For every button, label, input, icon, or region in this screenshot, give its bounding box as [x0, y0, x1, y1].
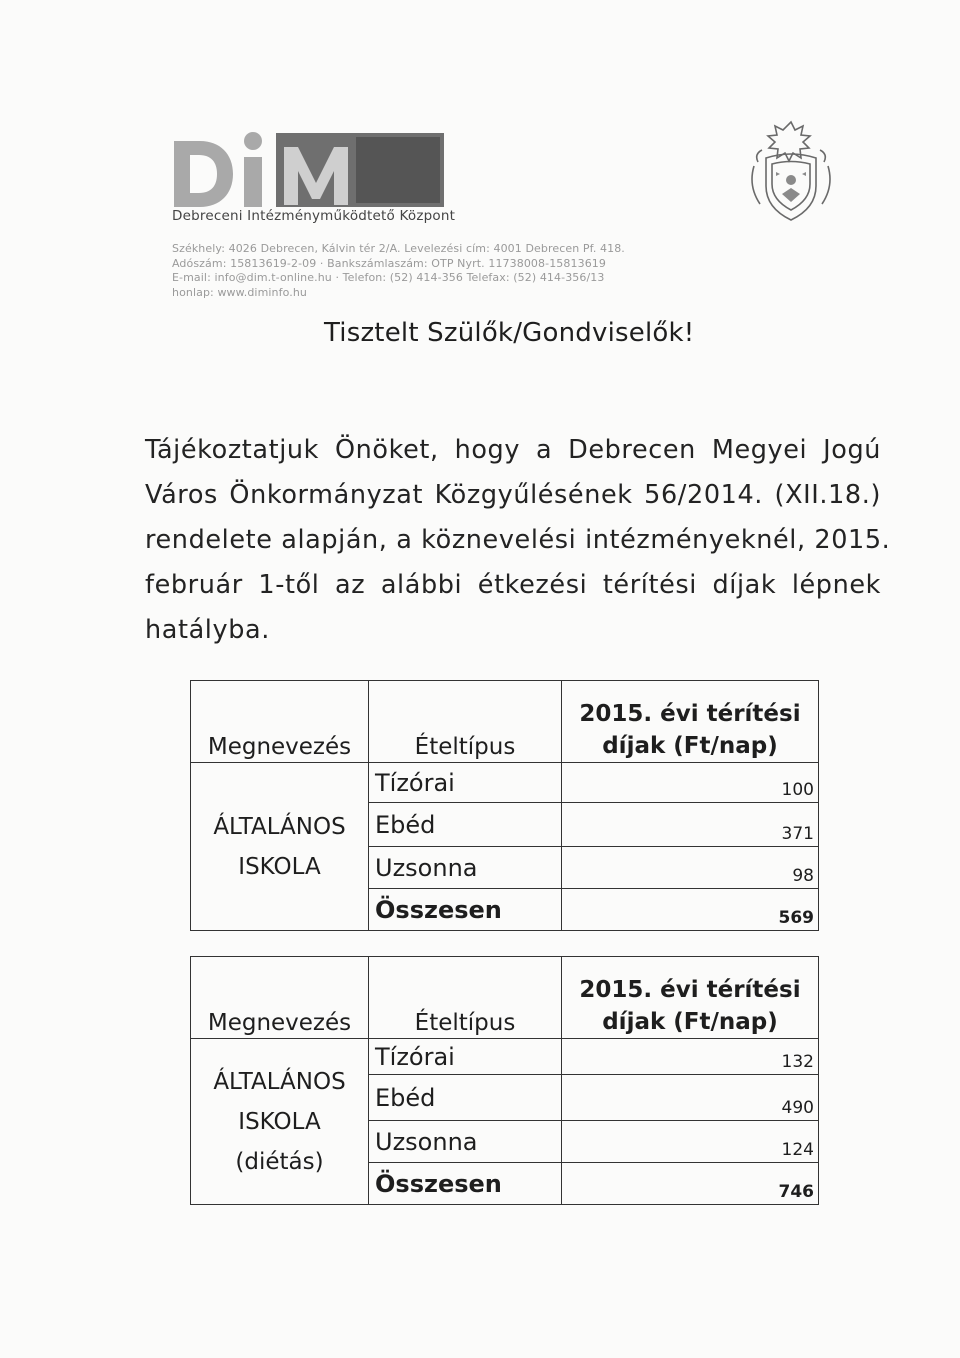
body-line: február 1-től az alábbi étkezési térítési díjak lépnek [145, 570, 881, 600]
body-paragraph [145, 428, 891, 653]
category-line: ISKOLA [238, 853, 321, 880]
header-fee-line1: 2015. évi térítési [579, 977, 801, 1003]
header-meal-type-label: Ételtípus [414, 734, 516, 760]
meal-type-cell: Ebéd [369, 803, 562, 847]
fee-table-general [190, 680, 819, 931]
body-line: Város Önkormányzat Közgyűlésének 56/2014. (XII.18.) [145, 480, 881, 510]
header-name [191, 957, 369, 1039]
meal-type-total-cell: Összesen [369, 1163, 562, 1205]
contact-line-website: honlap: www.diminfo.hu [172, 285, 307, 299]
category-cell [191, 1039, 369, 1205]
category-line: ÁLTALÁNOS [213, 1068, 346, 1095]
category-cell [191, 763, 369, 931]
header-fee-line1: 2015. évi térítési [579, 701, 801, 727]
meal-type-cell: Uzsonna [369, 1121, 562, 1163]
company-name: Debreceni Intézményműködtető Központ [172, 208, 456, 224]
meal-type-total-cell: Összesen [369, 889, 562, 931]
meal-type-cell: Tízórai [369, 763, 562, 803]
category-line: ÁLTALÁNOS [213, 813, 346, 840]
body-line: Tájékoztatjuk Önöket, hogy a Debrecen Megyei Jogú [145, 435, 881, 465]
meal-type-cell: Uzsonna [369, 847, 562, 889]
header-meal-type [369, 957, 562, 1039]
city-crest-icon [746, 118, 836, 223]
header-meal-type [369, 681, 562, 763]
header-fee [562, 957, 819, 1039]
greeting-heading: Tisztelt Szülők/Gondviselők! [324, 318, 695, 348]
meal-type-cell: Tízórai [369, 1039, 562, 1075]
contact-line-address: Székhely: 4026 Debrecen, Kálvin tér 2/A. Levelezési cím: 4001 Debrecen Pf. 418. [172, 242, 625, 255]
fee-cell: 132 [562, 1039, 819, 1075]
header-name [191, 681, 369, 763]
header-fee-line2: díjak (Ft/nap) [602, 1009, 778, 1035]
fee-total-cell: 569 [562, 889, 819, 931]
fee-cell: 490 [562, 1075, 819, 1121]
body-line: rendelete alapján, a köznevelési intézményeknél, 2015. [145, 525, 891, 555]
fee-cell: 371 [562, 803, 819, 847]
header-fee [562, 681, 819, 763]
fee-total-cell: 746 [562, 1163, 819, 1205]
dim-logo [172, 127, 444, 207]
body-line: hatályba. [145, 615, 270, 645]
header-name-label: Megnevezés [207, 1010, 352, 1036]
contact-line-email: E-mail: info@dim.t-online.hu · Telefon: (52) 414-356 Telefax: (52) 414-356/13 [172, 271, 605, 285]
header-name-label: Megnevezés [207, 734, 352, 760]
contact-block [172, 242, 672, 300]
meal-type-cell: Ebéd [369, 1075, 562, 1121]
fee-cell: 100 [562, 763, 819, 803]
header-meal-type-label: Ételtípus [414, 1010, 516, 1036]
contact-line-tax: Adószám: 15813619-2-09 · Bankszámlaszám: OTP Nyrt. 11738008-15813619 [172, 256, 606, 270]
category-line: (diétás) [235, 1148, 324, 1175]
fee-table-diet [190, 956, 819, 1205]
fee-cell: 98 [562, 847, 819, 889]
category-line: ISKOLA [238, 1108, 321, 1135]
fee-cell: 124 [562, 1121, 819, 1163]
header-fee-line2: díjak (Ft/nap) [602, 733, 778, 759]
